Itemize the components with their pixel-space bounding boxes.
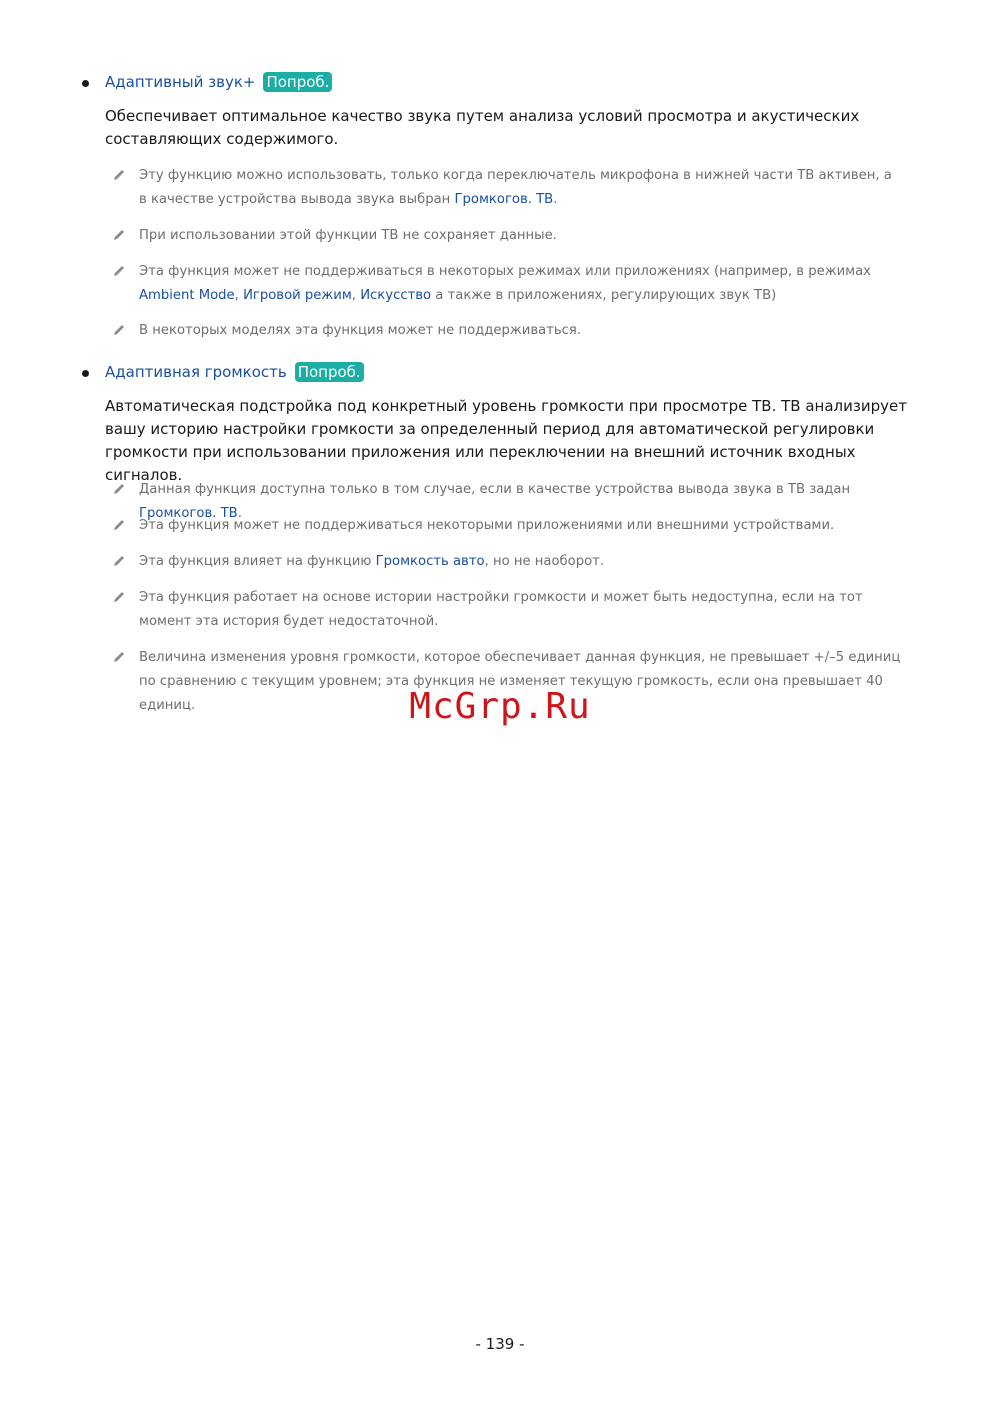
note-text: Эта функция может не поддерживаться некоторыми приложениями или внешними устройствами. [139,518,835,533]
note [112,319,902,343]
note [112,550,902,574]
note [112,586,902,634]
section-description: Автоматическая подстройка под конкретный уровень громкости при просмотре ТВ. ТВ анализирует вашу историю настройки громкости за определенный период для автоматической регулировки громкости при использовании приложения или переключении на внешний источник входных сигналов. [105,397,907,484]
link-game-mode[interactable]: Игровой режим [243,288,352,303]
link-speaker-tv[interactable]: Громкогов. ТВ [139,506,238,521]
pencil-icon [112,228,126,242]
note [112,514,902,538]
try-button[interactable]: Попроб. [295,362,364,382]
try-button[interactable]: Попроб. [263,72,332,92]
pencil-icon [112,590,126,604]
note [112,164,902,212]
pencil-icon [112,650,126,664]
note-text: Величина изменения уровня громкости, которое обеспечивает данная функция, не превышает +/–5 единиц по сравнению с текущим уровнем; эта функция не изменяет текущую громкость, если она превышает 40 единиц. [139,650,901,713]
note-text: Эта функция может не поддерживаться в некоторых режимах или приложениях (например, в режимах Ambient Mode, Игровой режим, Искусство а также в приложениях, регулирующих звук ТВ) [139,264,871,303]
pencil-icon [112,554,126,568]
note [112,260,902,308]
link-auto-volume[interactable]: Громкость авто [375,554,485,569]
note-text: При использовании этой функции ТВ не сохраняет данные. [139,228,557,243]
note-text: Эту функцию можно использовать, только когда переключатель микрофона в нижней части ТВ активен, а в качестве устройства вывода звука выбран Громкогов. ТВ. [139,168,892,207]
section-heading-label: Адаптивная громкость [105,363,287,381]
note-text: Эта функция работает на основе истории настройки громкости и может быть недоступна, если на тот момент эта история будет недостаточной. [139,590,863,629]
section-heading-label: Адаптивный звук+ [105,73,256,91]
section-description: Обеспечивает оптимальное качество звука путем анализа условий просмотра и акустических составляющих содержимого. [105,107,860,148]
bullet-dot [82,80,89,87]
link-speaker-tv[interactable]: Громкогов. ТВ [454,192,554,207]
watermark: McGrp.Ru [409,686,591,727]
pencil-icon [112,323,126,337]
pencil-icon [112,482,126,496]
note-text: В некоторых моделях эта функция может не поддерживаться. [139,323,582,338]
bullet-dot [82,370,89,377]
pencil-icon [112,168,126,182]
note-text: Эта функция влияет на функцию Громкость авто, но не наоборот. [139,554,605,569]
note-text: Данная функция доступна только в том случае, если в качестве устройства вывода звука в ТВ задан Громкогов. ТВ. [139,482,851,521]
link-ambient-mode[interactable]: Ambient Mode [139,288,235,303]
pencil-icon [112,518,126,532]
pencil-icon [112,264,126,278]
link-art-mode[interactable]: Искусство [360,288,432,303]
note [112,224,902,248]
page-number: - 139 - [475,1335,525,1353]
